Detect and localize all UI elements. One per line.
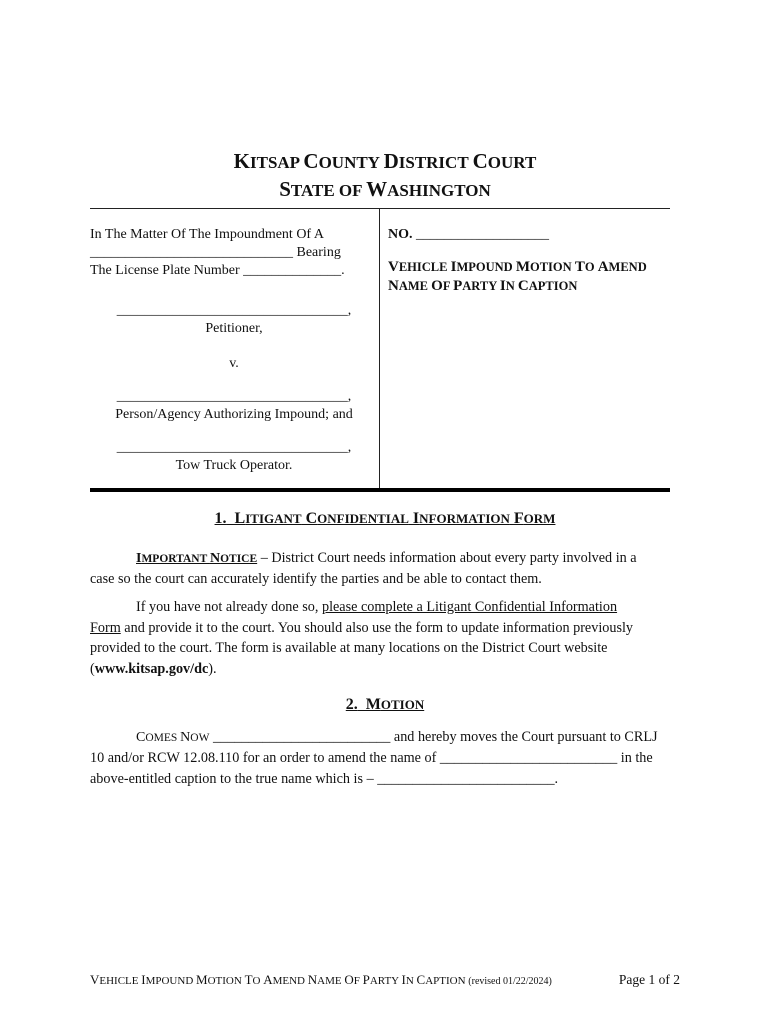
motion-line-2: 10 and/or RCW 12.08.110 for an order to amend the name of _________________________ in the — [90, 750, 653, 766]
section-2-number: 2. — [345, 696, 358, 713]
agency-label: Person/Agency Authorizing Impound; and — [115, 407, 353, 422]
versus: v. — [229, 356, 239, 371]
section-1-number: 1. — [214, 510, 227, 527]
motion-line-3: above-entitled caption to the true name which is – _________________________. — [90, 771, 559, 787]
litigant-form-link[interactable]: please complete a Litigant Confidential Information — [321, 599, 618, 615]
section-1-heading: 1. LITIGANT CONFIDENTIAL INFORMATION FORM — [214, 510, 556, 527]
motion-line-1 — [136, 727, 658, 749]
case-number-label: NO. — [388, 227, 413, 242]
paren-open: ( — [90, 661, 95, 677]
document-title-line-2: NAME OF PARTY IN CAPTION — [388, 278, 578, 294]
website-link[interactable]: www.kitsap.gov/dc — [94, 661, 209, 677]
caption-divider — [379, 208, 380, 490]
page-number: Page 1 of 2 — [618, 972, 680, 987]
matter-line-2: _____________________________ Bearing — [90, 245, 341, 260]
caption-bottom-rule — [90, 488, 670, 492]
court-state: STATE OF WASHINGTON — [279, 177, 491, 201]
matter-line-3: The License Plate Number ______________. — [90, 263, 345, 278]
case-number-blank: ___________________ — [416, 227, 549, 242]
agency-blank: _________________________________, — [116, 389, 352, 404]
matter-line-1: In The Matter Of The Impoundment Of A — [90, 227, 324, 242]
document-title-line-1: VEHICLE IMPOUND MOTION TO AMEND — [388, 259, 647, 275]
form-paragraph-line-4 — [90, 659, 217, 680]
tow-label: Tow Truck Operator. — [175, 458, 293, 473]
section-2-heading: 2. MOTION — [345, 696, 425, 713]
petitioner-label: Petitioner, — [205, 321, 263, 336]
form-paragraph-text-2: and provide it to the court. You should also use the form to update information previously — [120, 620, 634, 636]
notice-text: – District Court needs information about every party involved in a — [257, 550, 637, 566]
comes-now: COMES NOW — [136, 730, 210, 745]
form-paragraph-line-1 — [136, 597, 617, 618]
important-notice-label: IMPORTANT NOTICE — [136, 551, 258, 566]
footer-revised: (revised 01/22/2024) — [468, 976, 552, 987]
petitioner-blank: _________________________________, — [116, 303, 352, 318]
paren-close: ). — [208, 661, 217, 677]
litigant-form-link-cont[interactable]: Form — [90, 620, 121, 636]
tow-blank: _________________________________, — [116, 440, 352, 455]
form-paragraph-text: If you have not already done so, — [136, 599, 322, 615]
form-paragraph-line-2 — [90, 618, 633, 639]
motion-line-1-text: _________________________ and hereby moves the Court pursuant to CRLJ — [209, 729, 658, 745]
notice-line-1 — [136, 548, 637, 570]
court-name: KITSAP COUNTY DISTRICT COURT — [233, 149, 537, 173]
footer-title: VEHICLE IMPOUND MOTION TO AMEND NAME OF PARTY IN CAPTION (revised 01/22/2024) — [90, 972, 552, 987]
notice-line-2: case so the court can accurately identify the parties and be able to contact them. — [90, 571, 542, 587]
form-paragraph-line-3: provided to the court. The form is available at many locations on the District Court website — [90, 640, 608, 656]
case-number — [388, 226, 549, 244]
caption-top-rule — [90, 208, 670, 209]
